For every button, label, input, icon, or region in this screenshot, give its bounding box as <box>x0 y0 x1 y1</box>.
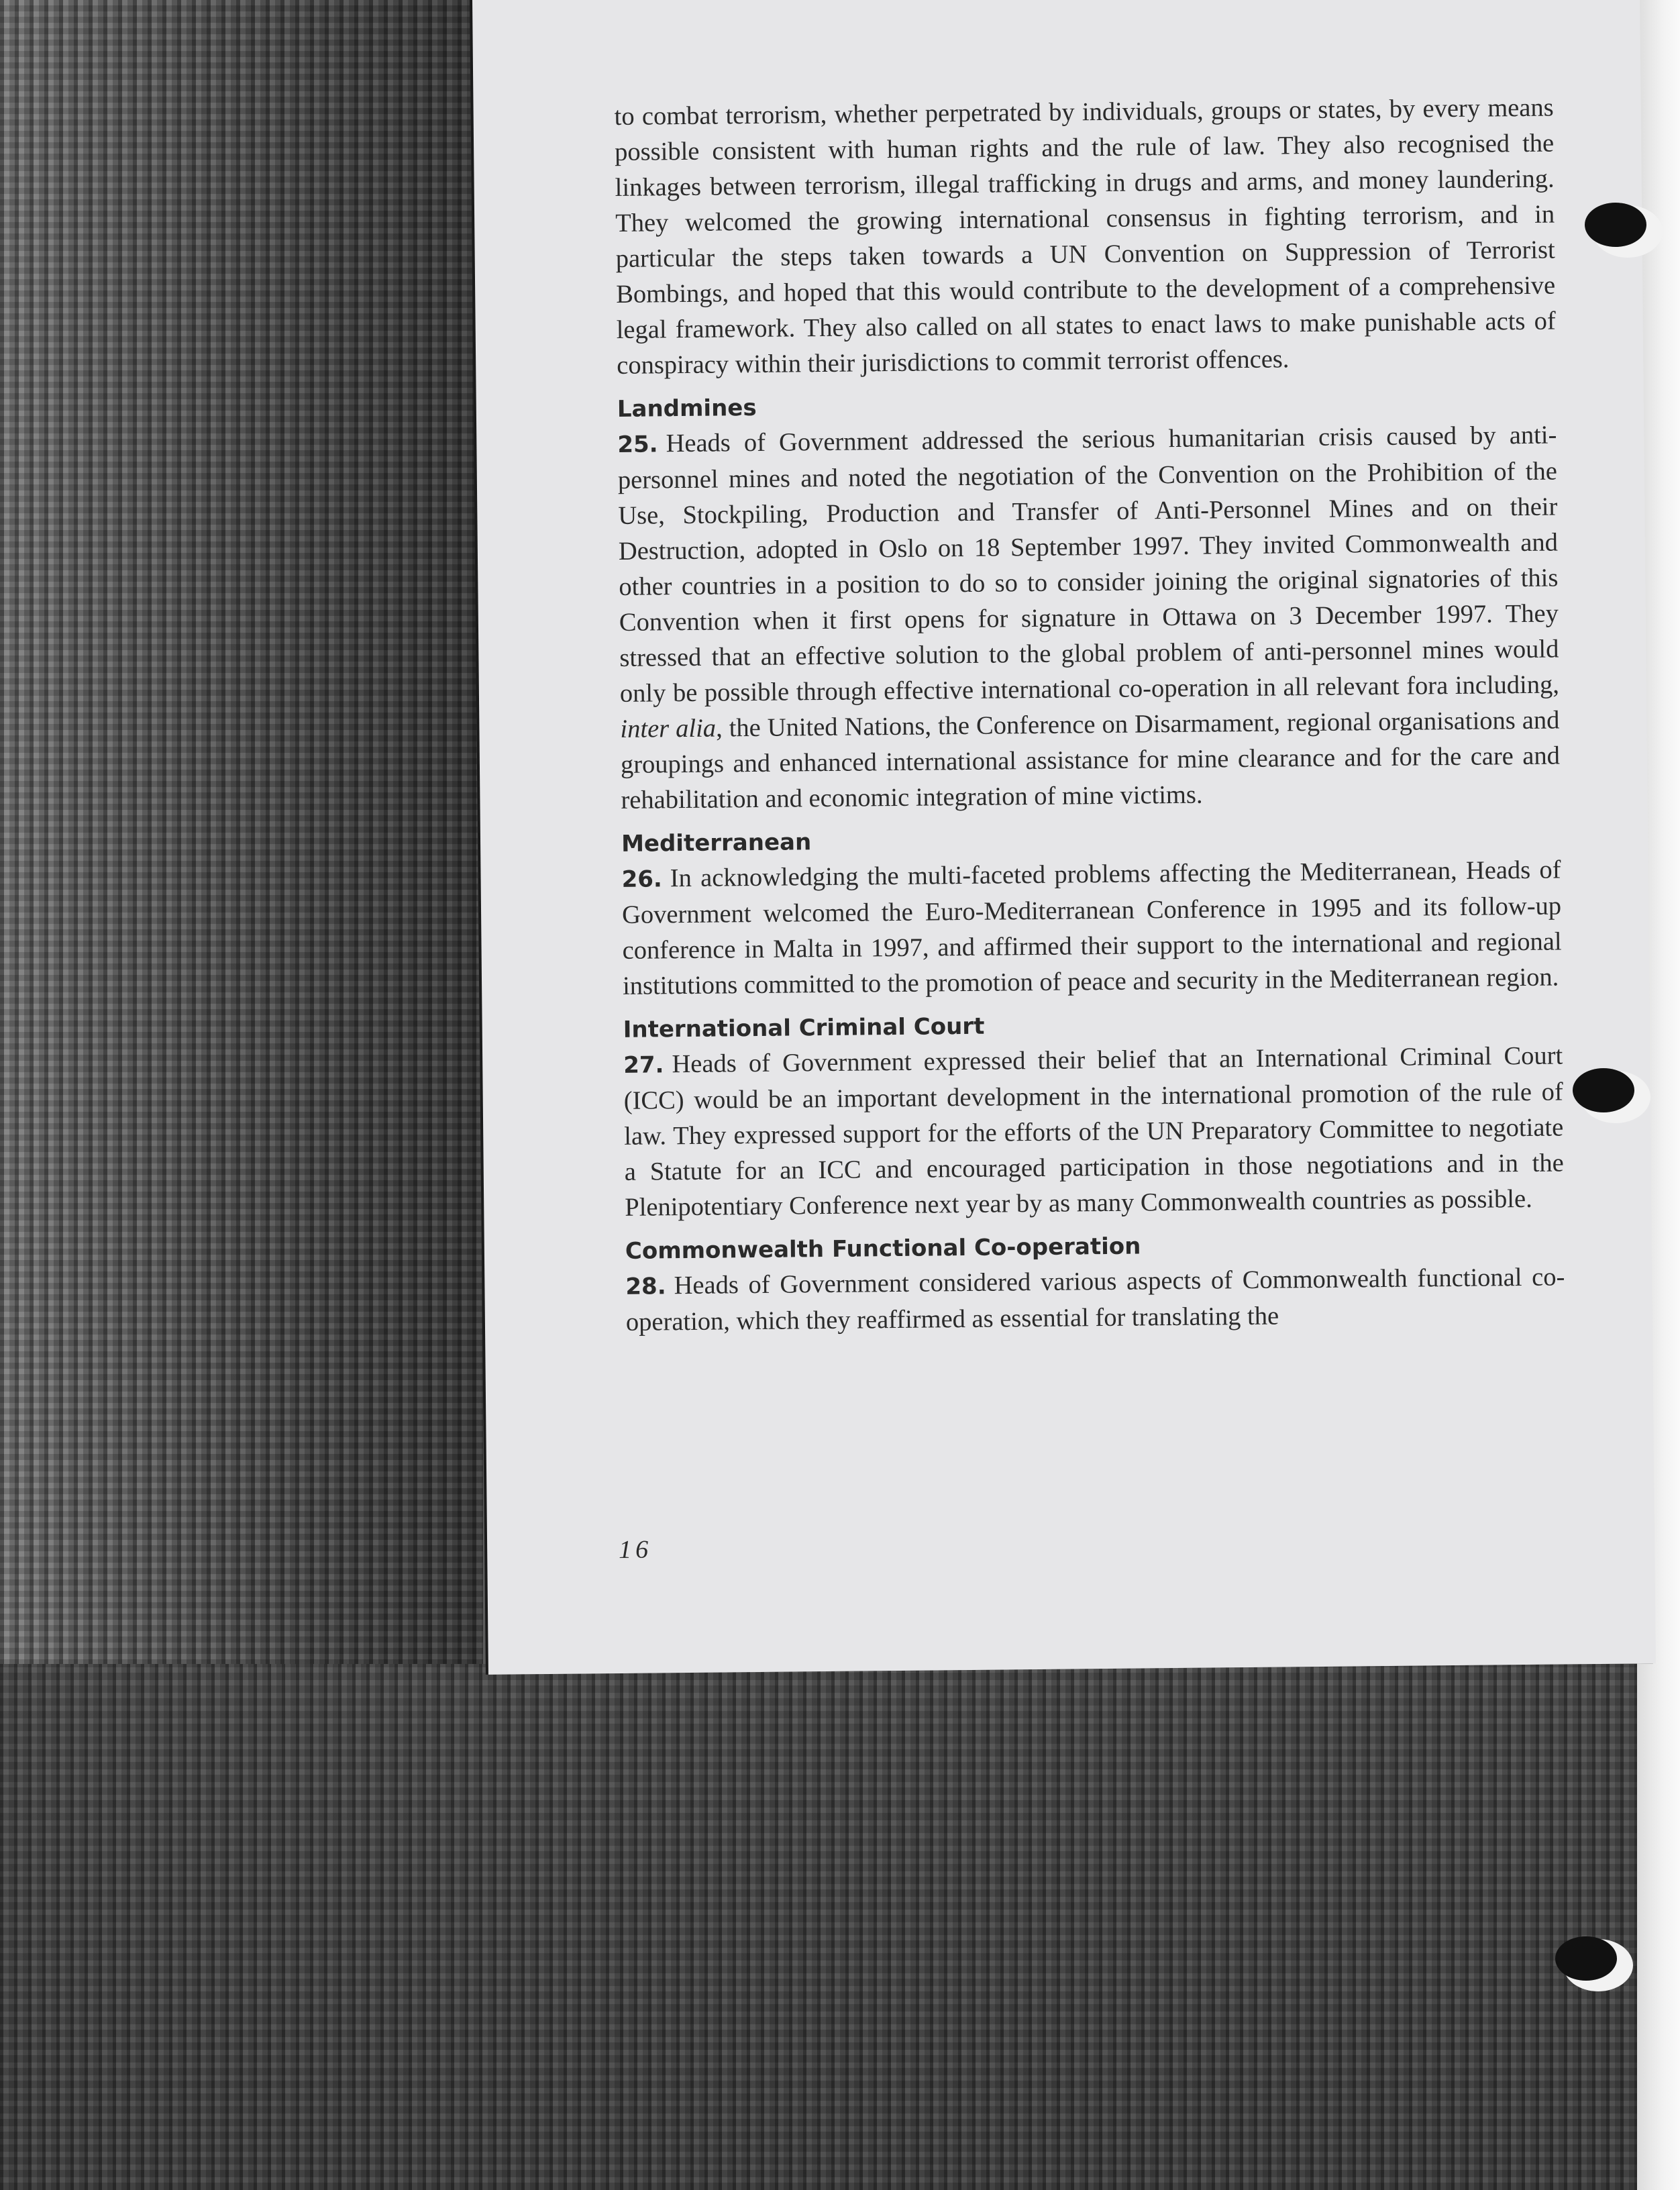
paragraph-27 <box>623 1038 1564 1225</box>
paragraph-25 <box>617 418 1561 819</box>
scan-background-bottom <box>0 1664 1680 2190</box>
section-heading-mediterranean: Mediterranean <box>621 829 812 857</box>
body-text <box>614 91 1565 1349</box>
section-heading-landmines: Landmines <box>617 394 757 423</box>
paragraph-number: 26. <box>621 866 663 893</box>
section-heading-functional-cooperation: Commonwealth Functional Co-operation <box>625 1233 1141 1265</box>
page-number: 16 <box>618 1535 653 1565</box>
italic-phrase: inter alia <box>620 714 717 743</box>
punch-hole <box>1573 1068 1634 1112</box>
punch-hole <box>1555 1936 1617 1981</box>
paragraph-number: 27. <box>623 1051 664 1079</box>
paragraph-26 <box>621 852 1562 1004</box>
paragraph-text: , the United Nations, the Conference on Disarmament, regional organisations and groupings and enhanced international assistance for mine clearance and for the care and rehabilitation and economic integration of mine victims. <box>620 706 1561 815</box>
paragraph-number: 28. <box>625 1273 666 1300</box>
paragraph-28 <box>625 1259 1565 1340</box>
paragraph-text: Heads of Government expressed their belief that an International Criminal Court (ICC) would be an important development in the international promotion of the rule of law. They expressed support for the efforts of the UN Preparatory Committee to negotiate a Statute for an ICC and encouraged participation in those negotiations and in the Plenipotentiary Conference next year by as many Commonwealth countries as possible. <box>623 1041 1564 1222</box>
document-page <box>472 0 1656 1675</box>
paragraph-text: In acknowledging the multi-faceted problems affecting the Mediterranean, Heads of Government welcomed the Euro-Mediterranean Conference in 1995 and its follow-up conference in Malta in 1997, and affirmed their support to the international and regional institutions committed to the promotion of peace and security in the Mediterranean region. <box>621 855 1562 1000</box>
paragraph-text: Heads of Government considered various aspects of Commonwealth functional co-operation, which they reaffirmed as essential for translating the <box>625 1263 1565 1337</box>
paragraph-number: 25. <box>617 431 658 458</box>
paragraph-text: Heads of Government addressed the serious humanitarian crisis caused by anti-personnel mines and noted the negotiation of the Convention on the Prohibition of the Use, Stockpiling, Production and Transfer of Anti-Personnel Mines and on their Destruction, adopted in Oslo on 18 September 1997. They invited Commonwealth and other countries in a position to do so to consider joining the original signatories of this Convention when it first opens for signature in Ottawa on 3 December 1997. They stressed that an effective solution to the global problem of anti-personnel mines would only be possible through effective international co-operation in all relevant fora including, <box>617 421 1560 708</box>
punch-hole <box>1585 203 1646 247</box>
continuation-paragraph: to combat terrorism, whether perpetrated by individuals, groups or states, by every means possible consistent with human rights and the rule of law. They also recognised the linkages between terrorism, illegal trafficking in drugs and arms, and money laundering. They welcomed the growing international consensus in fighting terrorism, and in particular the steps taken towards a UN Convention on Suppression of Terrorist Bombings, and hoped that this would contribute to the development of a comprehensive legal framework. They also called on all states to enact laws to make punishable acts of conspiracy within their jurisdictions to commit terrorist offences. <box>614 93 1556 380</box>
section-heading-icc: International Criminal Court <box>623 1012 985 1043</box>
